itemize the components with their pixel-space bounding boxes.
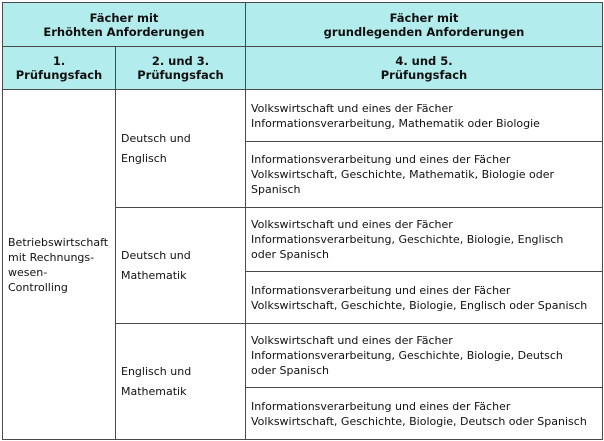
header-fourth-fifth-subject bbox=[246, 47, 603, 90]
cell-line: oder Spanisch bbox=[251, 364, 329, 377]
cell-line: Informationsverarbeitung, Geschichte, Biologie, Englisch bbox=[251, 233, 564, 246]
cell-line: Englisch und bbox=[121, 364, 192, 378]
cell-line: Volkswirtschaft und eines der Fächer bbox=[251, 101, 453, 115]
subject-pair-cell bbox=[116, 208, 246, 324]
option-cell bbox=[246, 142, 603, 208]
cell-line: Deutsch und bbox=[121, 131, 191, 145]
cell-line: Informationsverarbeitung, Geschichte, Biologie, Deutsch bbox=[251, 349, 563, 362]
cell-line: Volkswirtschaft, Geschichte, Biologie, Englisch oder Spanisch bbox=[251, 298, 588, 312]
header-first-subject bbox=[3, 47, 116, 90]
cell-line: oder Spanisch bbox=[251, 248, 329, 261]
exam-subjects-table bbox=[2, 2, 603, 440]
cell-line: Spanisch bbox=[251, 183, 301, 196]
option-cell bbox=[246, 324, 603, 388]
cell-line: Betriebswirtschaft bbox=[8, 235, 109, 249]
option-cell bbox=[246, 90, 603, 142]
cell-line: Informationsverarbeitung, Mathematik oder Biologie bbox=[251, 116, 540, 130]
cell-line: Informationsverarbeitung und eines der Fächer bbox=[251, 399, 511, 413]
header-line: 4. und 5. bbox=[395, 54, 453, 68]
cell-line: Controlling bbox=[8, 280, 68, 294]
header-group-row bbox=[3, 3, 603, 47]
option-cell bbox=[246, 272, 603, 324]
header-second-third-subject bbox=[116, 47, 246, 90]
first-subject-cell bbox=[3, 90, 116, 440]
header-column-row bbox=[3, 47, 603, 90]
header-line: Fächer mit bbox=[89, 10, 159, 25]
cell-line: mit Rechnungs- bbox=[8, 250, 95, 264]
header-line: Prüfungsfach bbox=[15, 68, 103, 82]
cell-line: wesen- bbox=[8, 265, 48, 279]
option-cell bbox=[246, 208, 603, 272]
header-line: Erhöhten Anforderungen bbox=[43, 24, 205, 39]
cell-line: Volkswirtschaft und eines der Fächer bbox=[251, 218, 453, 231]
header-increased-requirements bbox=[3, 3, 246, 47]
cell-line: Informationsverarbeitung und eines der Fächer bbox=[251, 153, 511, 166]
header-line: 1. bbox=[52, 54, 66, 68]
subject-pair-cell bbox=[116, 90, 246, 208]
cell-line: Deutsch und bbox=[121, 248, 191, 262]
header-line: grundlegenden Anforderungen bbox=[323, 24, 525, 39]
table-row bbox=[3, 90, 603, 142]
cell-line: Englisch bbox=[121, 151, 167, 165]
header-basic-requirements bbox=[246, 3, 603, 47]
cell-line: Volkswirtschaft, Geschichte, Mathematik, Biologie oder bbox=[251, 168, 555, 181]
cell-line: Mathematik bbox=[121, 384, 187, 398]
option-cell bbox=[246, 388, 603, 440]
subject-pair-cell bbox=[116, 324, 246, 440]
cell-line: Mathematik bbox=[121, 268, 187, 282]
cell-line: Informationsverarbeitung und eines der Fächer bbox=[251, 283, 511, 297]
cell-line: Volkswirtschaft und eines der Fächer bbox=[251, 334, 453, 347]
header-line: Fächer mit bbox=[389, 10, 459, 25]
header-line: 2. und 3. bbox=[151, 54, 210, 68]
header-line: Prüfungsfach bbox=[380, 68, 468, 82]
cell-line: Volkswirtschaft, Geschichte, Biologie, Deutsch oder Spanisch bbox=[251, 414, 587, 428]
header-line: Prüfungsfach bbox=[137, 68, 224, 82]
